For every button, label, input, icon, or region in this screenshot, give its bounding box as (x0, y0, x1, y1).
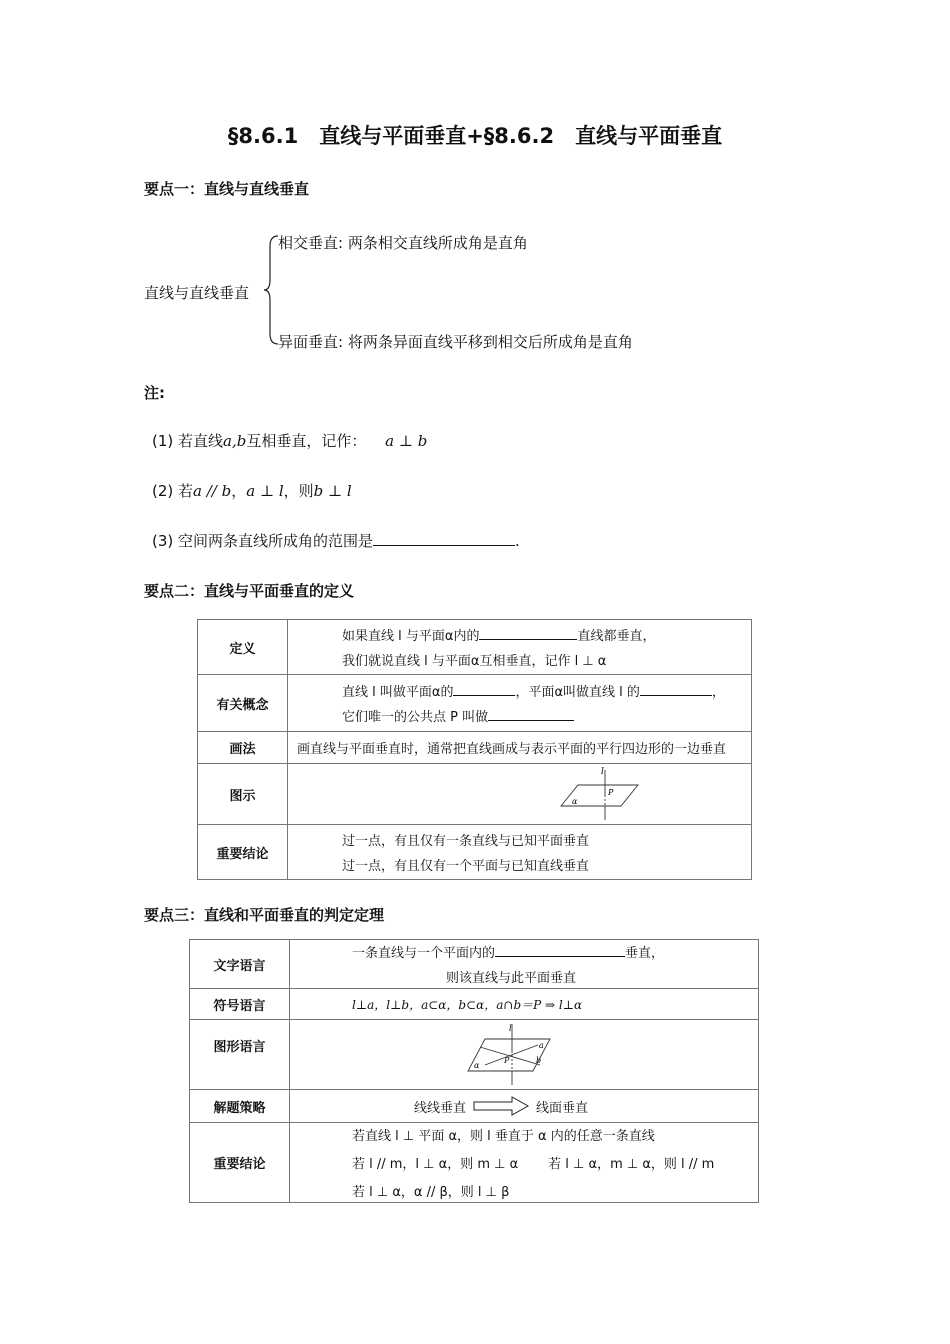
table-row (190, 940, 759, 989)
row-label-symbol: 符号语言 (190, 989, 290, 1020)
conclusion-text: 过一点，有且仅有一个平面与已知直线垂直 (342, 859, 590, 874)
right-arrow-icon (472, 1096, 530, 1116)
row-content-drawing: 画直线与平面垂直时，通常把直线画成与表示平面的平行四边形的一边垂直 (288, 732, 752, 764)
concept-text: ， (711, 685, 725, 700)
table-row (190, 1090, 759, 1123)
line-b-label: b (536, 1055, 542, 1065)
note-2-sep: ， (231, 482, 247, 500)
point-p-label: P (504, 1055, 510, 1065)
note-2-expr3: b ⊥ l (313, 482, 352, 500)
answer-blank[interactable] (640, 695, 712, 696)
section-heading-1: 要点一：直线与直线垂直 (144, 180, 310, 198)
point-p-label: P (608, 788, 614, 797)
table-row (190, 1020, 759, 1090)
row-label-concepts: 有关概念 (198, 675, 288, 732)
row-content-concepts (288, 675, 752, 732)
tree-branch-skew: 异面垂直: 将两条异面直线平移到相交后所成角是直角 (278, 333, 633, 351)
table-row (198, 675, 752, 732)
line-a-label: a (539, 1040, 544, 1050)
concept-text: ，平面α叫做直线 l 的 (515, 685, 640, 700)
table-row (190, 1123, 759, 1203)
determination-theorem-figure (290, 1021, 758, 1089)
conclusion-text: 过一点，有且仅有一条直线与已知平面垂直 (342, 834, 590, 849)
row-content-figure (288, 764, 752, 825)
table-row (198, 764, 752, 825)
answer-blank[interactable] (495, 956, 625, 957)
row-label-definition: 定义 (198, 620, 288, 675)
table-row (190, 989, 759, 1020)
conclusion-text: 若 l // m，l ⊥ α，则 m ⊥ α (352, 1157, 519, 1172)
theorem-table (189, 939, 759, 1203)
note-1-prefix: (1) 若直线 (152, 432, 224, 450)
note-label: 注: (144, 384, 165, 402)
conclusion-text: 若 l ⊥ α，m ⊥ α，则 l // m (548, 1157, 715, 1172)
line-plane-perpendicular-figure (288, 764, 751, 824)
row-label-strategy: 解题策略 (190, 1090, 290, 1123)
section-heading-2: 要点二：直线与平面垂直的定义 (144, 582, 355, 600)
strategy-right-text: 线面垂直 (536, 1100, 589, 1116)
tree-branch-intersecting: 相交垂直: 两条相交直线所成角是直角 (278, 234, 528, 252)
theorem-text: 垂直， (625, 946, 665, 961)
definition-table (197, 619, 752, 880)
note-2-mid: ，则 (283, 482, 314, 500)
definition-text: 我们就说直线 l 与平面α互相垂直，记作 l ⊥ α (342, 654, 607, 669)
row-label-conclusion: 重要结论 (198, 825, 288, 880)
strategy-left-text: 线线垂直 (414, 1100, 467, 1116)
note-item-2 (152, 480, 352, 501)
tree-root-label: 直线与直线垂直 (144, 284, 250, 302)
row-content-definition (288, 620, 752, 675)
note-2-expr2: a ⊥ l (246, 482, 284, 500)
plane-alpha-label: α (572, 797, 578, 806)
note-1-vars: a,b (223, 432, 247, 450)
row-content-text (290, 940, 759, 989)
concept-text: 直线 l 叫做平面α的 (342, 685, 454, 700)
row-label-figure: 图形语言 (190, 1020, 290, 1090)
row-label-conclusion: 重要结论 (190, 1123, 290, 1203)
row-label-drawing: 画法 (198, 732, 288, 764)
plane-alpha-label: α (474, 1060, 480, 1070)
note-item-1 (152, 430, 427, 451)
note-3-end: . (515, 532, 520, 550)
answer-blank[interactable] (488, 720, 574, 721)
theorem-text: 则该直线与此平面垂直 (446, 971, 577, 986)
table-row (198, 732, 752, 764)
row-content-symbol (290, 989, 759, 1020)
conclusion-text: 若直线 l ⊥ 平面 α，则 l 垂直于 α 内的任意一条直线 (352, 1129, 655, 1144)
definition-text: 如果直线 l 与平面α内的 (342, 629, 480, 644)
row-content-strategy (290, 1090, 759, 1123)
symbol-expression: l⊥a，l⊥b，a⊂α，b⊂α，a∩b＝P ⇒ l⊥α (352, 997, 583, 1012)
table-row (198, 825, 752, 880)
line-l-label: l (601, 767, 604, 777)
note-item-3 (152, 530, 520, 551)
note-1-mid: 互相垂直，记作： (246, 432, 367, 450)
theorem-text: 一条直线与一个平面内的 (352, 946, 496, 961)
note-3-text: (3) 空间两条直线所成角的范围是 (152, 532, 374, 550)
definition-text: 直线都垂直， (577, 629, 656, 644)
concept-text: 它们唯一的公共点 P 叫做 (342, 710, 489, 725)
note-2-expr1: a // b (193, 482, 232, 500)
line-l-label: l (509, 1023, 512, 1033)
row-content-figure (290, 1020, 759, 1090)
conclusion-text: 若 l ⊥ α，α // β，则 l ⊥ β (352, 1185, 510, 1200)
table-row (198, 620, 752, 675)
page-title: §8.6.1 直线与平面垂直+§8.6.2 直线与平面垂直 (227, 124, 723, 148)
row-label-text: 文字语言 (190, 940, 290, 989)
note-1-expr: a ⊥ b (385, 432, 428, 450)
section-heading-3: 要点三：直线和平面垂直的判定定理 (144, 906, 385, 924)
row-label-figure: 图示 (198, 764, 288, 825)
answer-blank[interactable] (373, 545, 515, 546)
answer-blank[interactable] (479, 639, 577, 640)
note-2-prefix: (2) 若 (152, 482, 194, 500)
row-content-conclusion (290, 1123, 759, 1203)
answer-blank[interactable] (453, 695, 515, 696)
row-content-conclusion (288, 825, 752, 880)
